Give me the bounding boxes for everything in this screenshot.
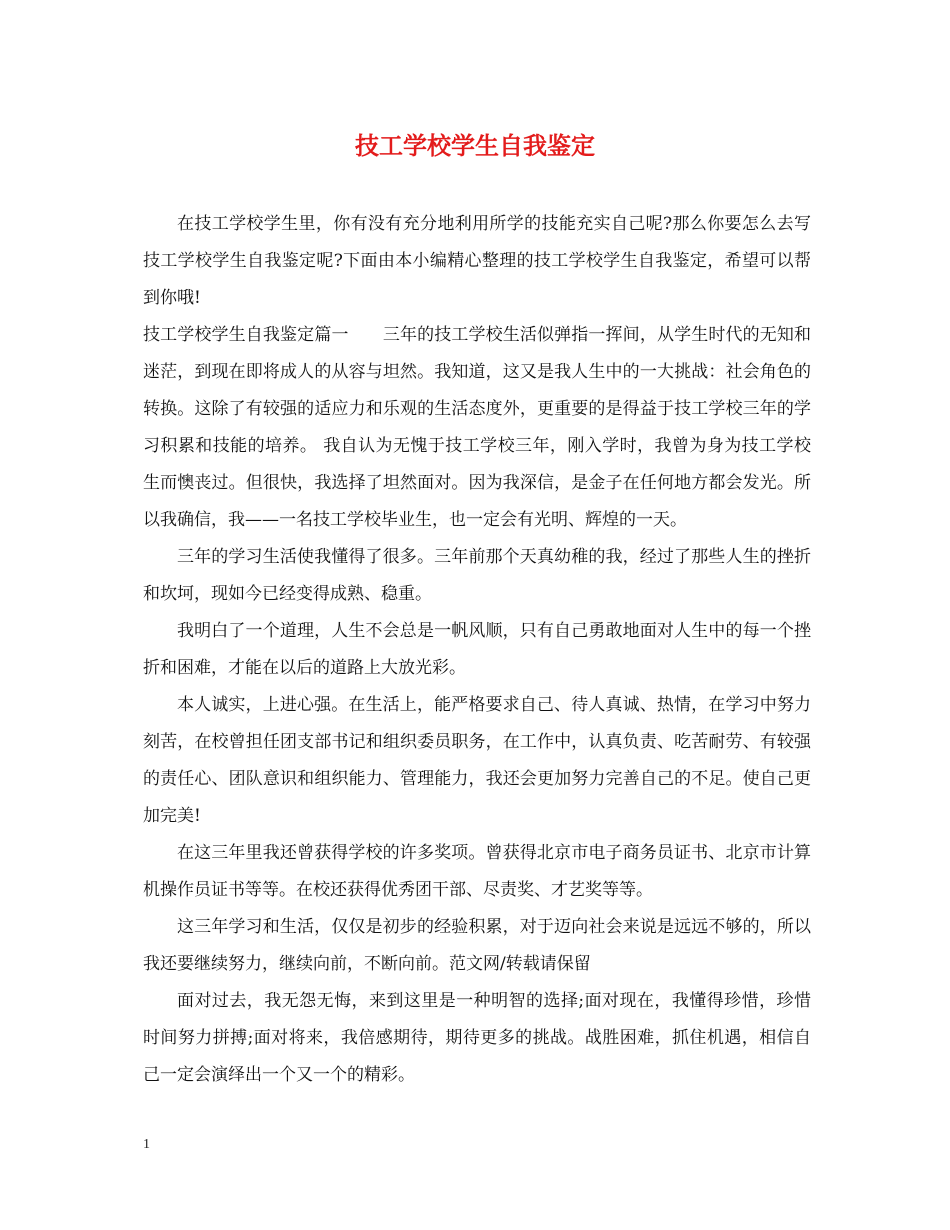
section-one-paragraph: 技工学校学生自我鉴定篇一 三年的技工学校生活似弹指一挥间，从学生时代的无知和迷茫，到现在即将成人的从容与坦然。我知道，这又是我人生中的一大挑战：社会角色的转换。这除了有较强的适应力和乐观的生活态度外，更重要的是得益于技工学校三年的学习积累和技能的培养。 我自认为无愧于技工学校三年，刚入学时，我曾为身为技工学校生而懊丧过。但很快，我选择了坦然面对。因为我深信，是金子在任何地方都会发光。所以我确信，我——一名技工学校毕业生，也一定会有光明、辉煌的一天。 bbox=[143, 325, 811, 530]
document-body bbox=[143, 206, 811, 1094]
closing-paragraph: 面对过去，我无怨无悔，来到这里是一种明智的选择;面对现在，我懂得珍惜，珍惜时间努力拼搏;面对将来，我倍感期待，期待更多的挑战。战胜困难，抓住机遇，相信自己一定会演绎出一个又一个的精彩。 bbox=[143, 991, 811, 1085]
body-paragraph: 本人诚实，上进心强。在生活上，能严格要求自己、待人真诚、热情，在学习中努力刻苦，在校曾担任团支部书记和组织委员职务，在工作中，认真负责、吃苦耐劳、有较强的责任心、团队意识和组织能力、管理能力，我还会更加努力完善自己的不足。使自己更加完美! bbox=[143, 695, 811, 826]
body-paragraph: 我明白了一个道理，人生不会总是一帆风顺，只有自己勇敢地面对人生中的每一个挫折和困难，才能在以后的道路上大放光彩。 bbox=[143, 621, 811, 678]
page-number: 1 bbox=[143, 1137, 150, 1152]
body-paragraph: 三年的学习生活使我懂得了很多。三年前那个天真幼稚的我，经过了那些人生的挫折和坎坷，现如今已经变得成熟、稳重。 bbox=[143, 547, 811, 604]
body-paragraph: 这三年学习和生活，仅仅是初步的经验积累，对于迈向社会来说是远远不够的，所以我还要继续努力，继续向前，不断向前。范文网/转载请保留 bbox=[143, 917, 811, 974]
body-paragraph: 在这三年里我还曾获得学校的许多奖项。曾获得北京市电子商务员证书、北京市计算机操作员证书等等。在校还获得优秀团干部、尽责奖、才艺奖等等。 bbox=[143, 843, 811, 900]
intro-paragraph: 在技工学校学生里，你有没有充分地利用所学的技能充实自己呢?那么你要怎么去写技工学校学生自我鉴定呢?下面由本小编精心整理的技工学校学生自我鉴定，希望可以帮到你哦! bbox=[143, 214, 811, 308]
document-title: 技工学校学生自我鉴定 bbox=[355, 131, 595, 160]
